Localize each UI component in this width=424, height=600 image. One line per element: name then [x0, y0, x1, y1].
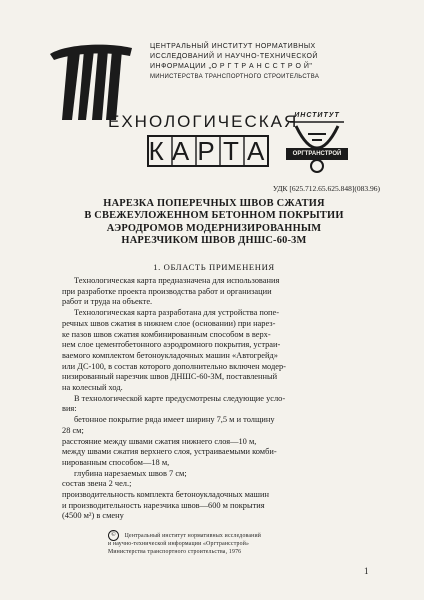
- body-line: ваемого комплектом бетоноукладочных машин «Автогрейд»: [62, 350, 278, 360]
- body-line: бетонное покрытие ряда имеет ширину 7,5 м и толщину: [74, 415, 275, 425]
- body-line: и производительность нарезчика швов—600 м покрытия: [62, 500, 265, 510]
- body-line: нем слое цементобетонного аэродромного покрытия, устраи-: [62, 340, 281, 350]
- body-line: при разработке проекта производства работ и организации: [62, 286, 272, 296]
- page-number: 1: [364, 566, 369, 576]
- body-line: Технологическая карта разработана для устройства попе-: [74, 308, 280, 318]
- org-line: ЦЕНТРАЛЬНЫЙ ИНСТИТУТ НОРМАТИВНЫХ: [150, 43, 316, 50]
- body-line: низированный нарезчик швов ДНШС-60-3М, поставленный: [62, 372, 278, 382]
- title-line: НАРЕЗКА ПОПЕРЕЧНЫХ ШВОВ СЖАТИЯ: [103, 198, 325, 209]
- body-line: производительность комплекта бетоноукладочных машин: [62, 490, 269, 500]
- copyright-line: Министерства транспортного строительства, 1976: [108, 548, 242, 555]
- logo-t-mark: [46, 40, 136, 122]
- emblem-label-top: ИНСТИТУТ: [294, 112, 340, 119]
- body-line: 28 см;: [62, 425, 84, 435]
- karta-letter: К: [148, 135, 167, 166]
- emblem-label-band: ОРГТРАНСТРОЙ: [292, 151, 342, 157]
- header-word-karta: [146, 134, 270, 168]
- title-line: В СВЕЖЕУЛОЖЕННОМ БЕТОННОМ ПОКРЫТИИ: [84, 210, 344, 222]
- institute-emblem: [282, 112, 352, 174]
- karta-letter: А: [171, 135, 193, 166]
- body-line: на колесный ход.: [62, 383, 123, 393]
- org-line: ИССЛЕДОВАНИЙ И НАУЧНО-ТЕХНИЧЕСКОЙ: [150, 53, 318, 60]
- body-line: состав звена 2 чел.;: [62, 479, 132, 489]
- title-line: АЭРОДРОМОВ МОДЕРНИЗИРОВАННЫМ: [106, 222, 322, 234]
- body-line: нированным способом—18 м,: [62, 457, 170, 467]
- karta-letter: Т: [222, 135, 242, 166]
- karta-letter: Р: [197, 135, 218, 166]
- copyright-icon: ©: [108, 530, 119, 541]
- org-line: МИНИСТЕРСТВА ТРАНСПОРТНОГО СТРОИТЕЛЬСТВА: [150, 74, 320, 80]
- body-line: расстояние между швами сжатия нижнего слоя—10 м,: [62, 436, 257, 446]
- copyright-notice: [108, 530, 338, 556]
- karta-letter: А: [247, 135, 268, 166]
- udc-code: УДК [625.712.65.625.848](083.96): [272, 184, 380, 193]
- body-line: вия:: [62, 404, 77, 414]
- body-line: Технологическая карта предназначена для использования: [74, 276, 280, 285]
- body-line: ке пазов швов сжатия комбинированным способом в верх-: [62, 329, 271, 339]
- header-word-technological: ЕХНОЛОГИЧЕСКАЯ: [108, 112, 299, 131]
- title-line: НАРЕЗЧИКОМ ШВОВ ДНШС-60-3М: [121, 235, 307, 247]
- body-line: (4500 м²) в смену: [62, 511, 124, 521]
- body-line: между швами сжатия верхнего слоя, устраиваемыми комби-: [62, 447, 277, 457]
- document-title: [54, 198, 374, 248]
- body-line: или ДС-100, в состав которого дополнительно включен модер-: [62, 361, 286, 371]
- organization-header: [150, 42, 380, 82]
- copyright-line: и научно-технической информации «Оргтрансстрой»: [108, 541, 250, 547]
- copyright-line: Центральный институт нормативных исследований: [124, 532, 262, 539]
- body-text: [62, 276, 378, 522]
- body-line: речных швов сжатия в нижнем слое (основании) при нарез-: [62, 318, 276, 328]
- org-line: ИНФОРМАЦИИ „О Р Г Т Р А Н С С Т Р О Й": [150, 63, 313, 70]
- section-heading: 1. ОБЛАСТЬ ПРИМЕНЕНИЯ: [153, 262, 275, 272]
- body-line: глубина нарезаемых швов 7 см;: [74, 468, 187, 478]
- body-line: работ и труда на объекте.: [62, 297, 153, 307]
- body-line: В технологической карте предусмотрены следующие усло-: [74, 393, 286, 403]
